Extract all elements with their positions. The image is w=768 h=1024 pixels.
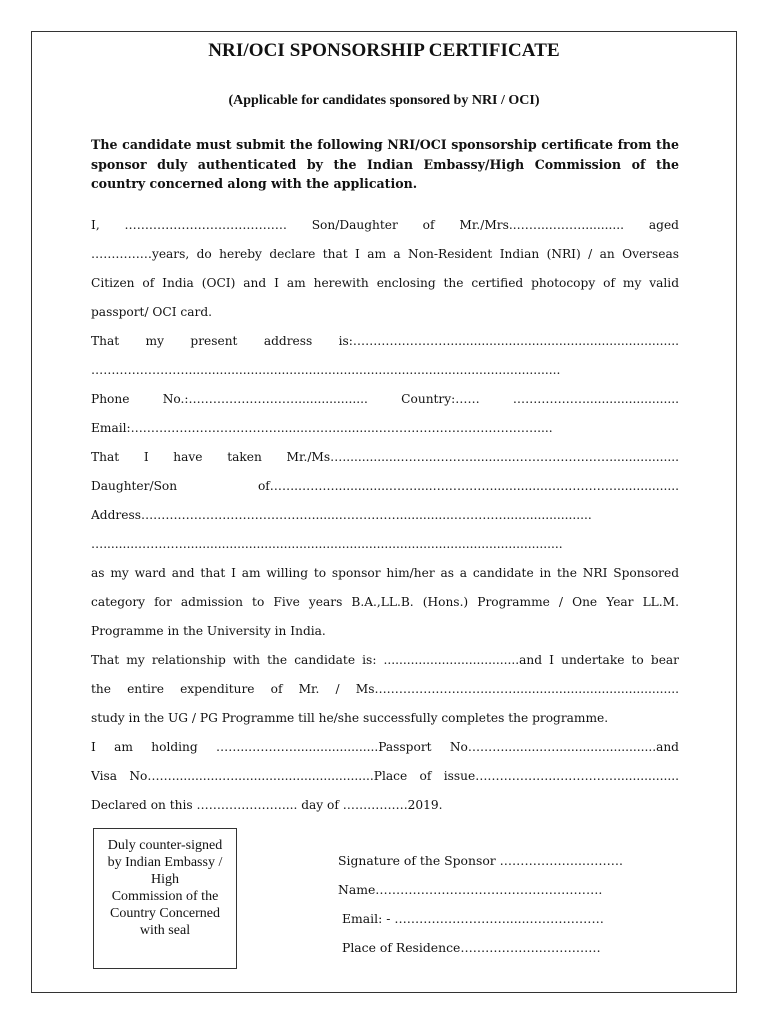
- phone-country-line: Phone No.:……………………….................. Country:…… ………………........................: [91, 392, 679, 406]
- sponsor-residence-line: Place of Residence……………….……………: [342, 940, 601, 955]
- sponsor-signature-line: Signature of the Sponsor ………………..……….: [338, 853, 623, 868]
- sponsor-signature-block: [338, 848, 668, 964]
- declaration-line: category for admission to Five years B.A.,LL.B. (Hons.) Programme / One Year LL.M.: [91, 595, 679, 609]
- passport-line: I am holding ……..………….....................Passport No………..........…..........................and: [91, 740, 679, 754]
- seal-box-text: by Indian Embassy /: [107, 855, 223, 870]
- seal-box-text: with seal: [139, 923, 191, 938]
- ward-address-line: ….........………….................................................................................................: [91, 537, 563, 551]
- document-subtitle: (Applicable for candidates sponsored by NRI / OCI): [228, 93, 540, 108]
- seal-box-text: Country Concerned: [109, 906, 221, 921]
- address-line: ……………………................................................................................................: [91, 363, 561, 377]
- declaration-line: ……………years, do hereby declare that I am a Non-Resident Indian (NRI) / an Overseas: [91, 247, 679, 261]
- email-line: Email:………………………………........……............…………………………………....: [91, 421, 553, 435]
- seal-box-text: Commission of the: [111, 889, 219, 904]
- declaration-line: I, …………………………………. Son/Daughter of Mr./Mrs..……..……….......... aged: [91, 218, 679, 232]
- declaration-line: study in the UG / PG Programme till he/she successfully completes the programme.: [91, 711, 609, 725]
- embassy-seal-box: [93, 828, 237, 969]
- ward-address-line: Address…………………………………….......……………..............………….......................: [91, 508, 592, 522]
- declaration-line: Programme in the University in India.: [91, 624, 326, 638]
- declaration-body: [91, 211, 679, 820]
- ward-name-line: That I have taken Mr./Ms…...............……...………...........…………………….................: [91, 450, 679, 464]
- expenditure-line: the entire expenditure of Mr. / Ms………………………..……..........................................: [91, 682, 679, 696]
- declaration-line: passport/ OCI card.: [91, 305, 213, 319]
- address-line: That my present address is:……………………...........................................................: [91, 334, 679, 348]
- seal-box-text: High: [151, 872, 179, 887]
- seal-box-text: Duly counter-signed: [107, 838, 223, 853]
- sponsor-name-line: Name……………………………………………….: [338, 882, 603, 897]
- document-title: NRI/OCI SPONSORSHIP CERTIFICATE: [208, 40, 560, 61]
- declaration-line: Citizen of India (OCI) and I am herewith enclosing the certified photocopy of my valid: [91, 276, 679, 290]
- declared-date-line: Declared on this ………………….... day of …………….2019.: [91, 798, 443, 812]
- sponsor-email-line: Email: - ………………………......………………: [342, 911, 604, 926]
- ward-parent-line: Daughter/Son of…….………..............…….....…………….............………………................: [91, 479, 679, 493]
- instruction-paragraph: The candidate must submit the following NRI/OCI sponsorship certificate from the sponsor duly authenticated by the Indian Embassy/High Commission of the country concerned along with the application.: [91, 137, 679, 191]
- visa-line: Visa No…….............…....................................Place of issue………………..……………................: [91, 769, 679, 783]
- declaration-line: as my ward and that I am willing to sponsor him/her as a candidate in the NRI Sponsored: [91, 566, 679, 580]
- relationship-line: That my relationship with the candidate is: ...................................and I undertake to bear: [91, 653, 679, 667]
